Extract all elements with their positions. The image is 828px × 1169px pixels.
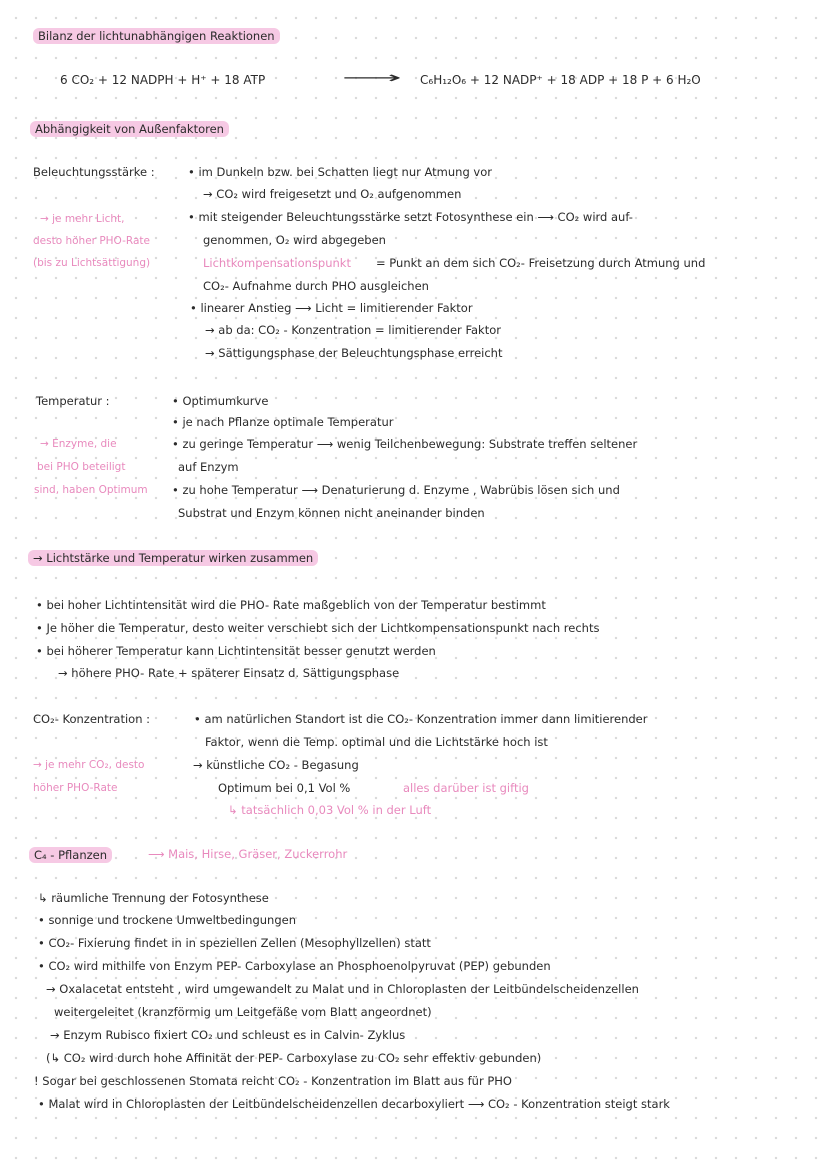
temperatur-side-1: → Enzyme, die	[40, 438, 117, 450]
co2-tatsaechlich: ↳ tatsächlich 0,03 Vol % in der Luft	[228, 803, 432, 817]
zusammen-line-1: • bei hoher Lichtintensität wird die PHO- Rate maßgeblich von der Temperatur bestimmt	[36, 598, 546, 612]
lichtkompensationspunkt-term: Lichtkompensationspunkt	[203, 256, 351, 270]
temperatur-line-2: • je nach Pflanze optimale Temperatur	[172, 415, 394, 429]
zusammen-heading: → Lichtstärke und Temperatur wirken zusammen	[28, 550, 318, 566]
co2-giftig: alles darüber ist giftig	[403, 781, 529, 795]
co2-side-1: → je mehr CO₂, desto	[33, 759, 145, 771]
temperatur-line-6: Substrat und Enzym können nicht aneinander binden	[178, 506, 485, 520]
c4-line-1: ↳ räumliche Trennung der Fotosynthese	[38, 891, 269, 905]
co2-side-2: höher PHO-Rate	[33, 782, 118, 794]
beleuchtung-side-3: (bis zu Lichtsättigung)	[33, 257, 151, 269]
beleuchtung-line-4: genommen, O₂ wird abgegeben	[203, 233, 386, 247]
c4-line-9: ! Sogar bei geschlossenen Stomata reicht CO₂ - Konzentration im Blatt aus für PHO	[34, 1074, 512, 1088]
beleuchtung-side-1: → je mehr Licht,	[40, 213, 125, 225]
c4-line-7: → Enzym Rubisco fixiert CO₂ und schleust es in Calvin- Zyklus	[50, 1028, 406, 1042]
c4-examples: ⟶ Mais, Hirse, Gräser, Zuckerrohr	[148, 847, 348, 861]
co2-line-4: Optimum bei 0,1 Vol %	[218, 781, 351, 795]
beleuchtung-line-8: → ab da: CO₂ - Konzentration = limitierender Faktor	[205, 323, 501, 337]
temperatur-line-3: • zu geringe Temperatur ⟶ wenig Teilchenbewegung: Substrate treffen seltener	[172, 437, 638, 451]
beleuchtung-line-9: → Sättigungsphase der Beleuchtungsphase erreicht	[205, 346, 503, 360]
c4-line-10: • Malat wird in Chloroplasten der Leitbündelscheidenzellen decarboxyliert ⟶ CO₂ - Konzentration steigt stark	[38, 1097, 670, 1111]
co2-line-2: Faktor, wenn die Temp. optimal und die Lichtstärke hoch ist	[205, 735, 548, 749]
zusammen-line-3: • bei höherer Temperatur kann Lichtintensität besser genutzt werden	[36, 644, 436, 658]
abhaengigkeit-heading: Abhängigkeit von Außenfaktoren	[30, 121, 229, 137]
co2-label: CO₂- Konzentration :	[33, 712, 151, 726]
beleuchtung-line-6: CO₂- Aufnahme durch PHO ausgleichen	[203, 279, 429, 293]
equation-arrow: ⟶	[342, 68, 402, 87]
c4-line-8: (↳ CO₂ wird durch hohe Affinität der PEP- Carboxylase zu CO₂ sehr effektiv gebunden)	[46, 1051, 542, 1065]
beleuchtung-line-3: • mit steigender Beleuchtungsstärke setzt Fotosynthese ein ⟶ CO₂ wird auf-	[188, 210, 633, 224]
temperatur-side-2: bei PHO beteiligt	[37, 461, 126, 473]
beleuchtung-line-7: • linearer Anstieg ⟶ Licht = limitierender Faktor	[190, 301, 473, 315]
c4-line-4: • CO₂ wird mithilfe von Enzym PEP- Carboxylase an Phosphoenolpyruvat (PEP) gebunden	[38, 959, 551, 973]
equation-right: C₆H₁₂O₆ + 12 NADP⁺ + 18 ADP + 18 P + 6 H₂O	[420, 73, 701, 87]
co2-line-1: • am natürlichen Standort ist die CO₂- Konzentration immer dann limitierender	[194, 712, 648, 726]
co2-line-3: → künstliche CO₂ - Begasung	[193, 758, 359, 772]
beleuchtung-line-2: → CO₂ wird freigesetzt und O₂ aufgenommen	[203, 187, 462, 201]
temperatur-line-5: • zu hohe Temperatur ⟶ Denaturierung d. Enzyme , Wabrübis lösen sich und	[172, 483, 620, 497]
c4-line-3: • CO₂- Fixierung findet in in speziellen Zellen (Mesophyllzellen) statt	[38, 936, 431, 950]
beleuchtung-line-5: = Punkt an dem sich CO₂- Freisetzung durch Atmung und	[376, 256, 706, 270]
beleuchtung-label: Beleuchtungsstärke :	[33, 165, 155, 179]
beleuchtung-side-2: desto höher PHO-Rate	[33, 235, 150, 247]
c4-heading: C₄ - Pflanzen	[29, 847, 112, 863]
zusammen-line-4: → höhere PHO- Rate + späterer Einsatz d. Sättigungsphase	[58, 666, 400, 680]
c4-line-5: → Oxalacetat entsteht , wird umgewandelt zu Malat und in Chloroplasten der Leitbündelscheidenzellen	[46, 982, 639, 996]
bilanz-heading: Bilanz der lichtunabhängigen Reaktionen	[33, 28, 280, 44]
temperatur-side-3: sind, haben Optimum	[34, 484, 148, 496]
temperatur-label: Temperatur :	[36, 394, 110, 408]
equation-left: 6 CO₂ + 12 NADPH + H⁺ + 18 ATP	[60, 73, 266, 87]
temperatur-line-1: • Optimumkurve	[172, 394, 269, 408]
zusammen-line-2: • Je höher die Temperatur, desto weiter verschiebt sich der Lichtkompensationspunkt nach rechts	[36, 621, 600, 635]
c4-line-6: weitergeleitet (kranzförmig um Leitgefäße vom Blatt angeordnet)	[54, 1005, 432, 1019]
beleuchtung-line-1: • im Dunkeln bzw. bei Schatten liegt nur Atmung vor	[188, 165, 492, 179]
c4-line-2: • sonnige und trockene Umweltbedingungen	[38, 913, 296, 927]
temperatur-line-4: auf Enzym	[178, 460, 239, 474]
